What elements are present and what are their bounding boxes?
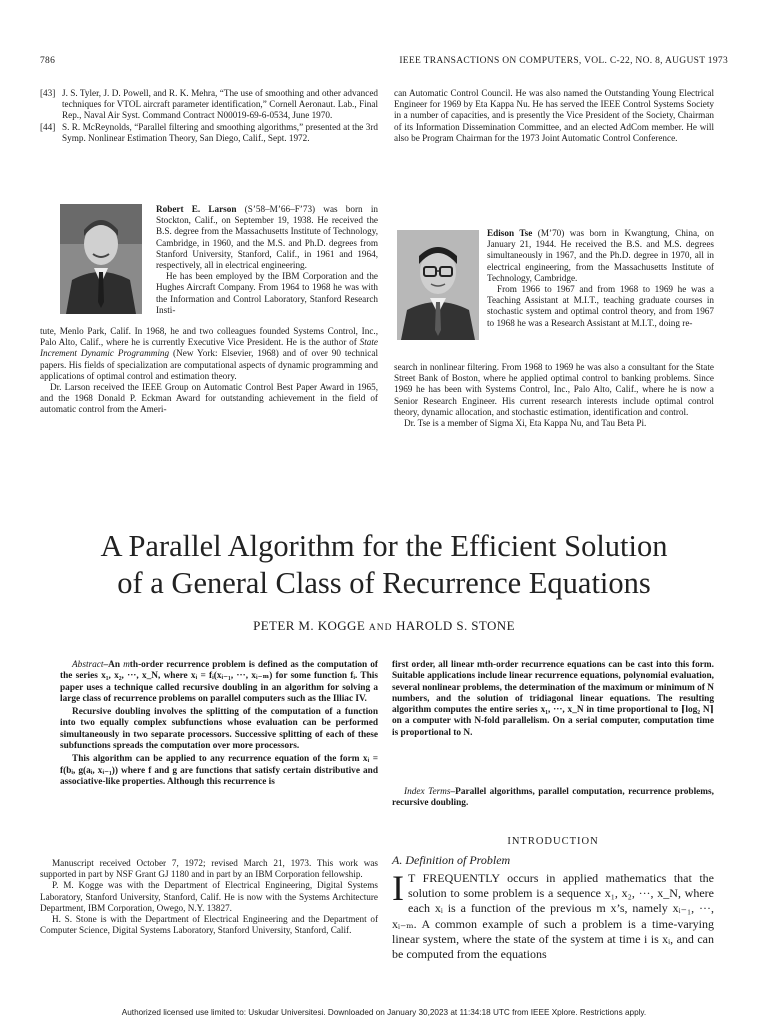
- reference-number: [43]: [40, 88, 56, 98]
- author-conjunction: AND: [368, 623, 393, 633]
- bio-continuation-text: can Automatic Control Council. He was also named the Outstanding Young Electrical Engineer for 1969 by Eta Kappa Nu. He has served the IEEE Control Systems Society in a number of capacities, and is presently the Vice President of the Society, Chairman of its Information Dissemination Committee, and an elected AdCom member. He will also be Program Chairman for the 1973 Joint Automatic Control Conference.: [394, 88, 714, 143]
- tse-photo: [397, 230, 479, 340]
- reference-43: [40, 88, 378, 122]
- introduction-text: [392, 868, 714, 962]
- author-kogge: PETER M. KOGGE: [253, 618, 366, 633]
- abstract-p3-cont: first order, all linear mth-order recurrence equations can be cast into this form. Suitable applications include linear recurrence equations, polynomial evaluation, several nonlinear problems, the determination of the maximum or minimum of N numbers, and the solution of tridiagonal linear equations. The resulting algorithm computes the entire series x₁, ···, x_N in time proportional to ⌈log₂ N⌉ on a computer with N-fold parallelism. On a serial computer, computation time is proportional to N.: [392, 660, 714, 738]
- paper-title-line2: of a General Class of Recurrence Equations: [117, 566, 651, 600]
- abstract-p1: [60, 660, 378, 705]
- abstract-dash: –An: [103, 660, 124, 670]
- footnote: [40, 858, 378, 936]
- abstract-right: [392, 660, 714, 741]
- larson-bio-p2b: [40, 326, 378, 382]
- larson-book-title: State Increment Dynamic Programming: [40, 337, 378, 359]
- larson-bio-beside: [156, 204, 378, 316]
- larson-bio-p3: Dr. Larson received the IEEE Group on Automatic Control Best Paper Award in 1965, and the 1968 Donald P. Eckman Award for outstanding achievement in the field of automatic control from the Ameri-: [40, 382, 378, 415]
- larson-photo: [60, 204, 142, 314]
- larson-bio-p2a: He has been employed by the IBM Corporation and the Hughes Aircraft Company. From 1964 to 1968 he was with the Information and Control Laboratory, Stanford Research Insti-: [156, 271, 378, 315]
- reference-number: [44]: [40, 121, 56, 132]
- abstract-left: [60, 660, 378, 790]
- footnote-kogge: P. M. Kogge was with the Department of Electrical Engineering, Digital Systems Laboratory, Stanford University, Stanford, Calif. He is now with the Systems Architecture Department, IBM Corporation, Owego, N.Y. 13827.: [40, 880, 378, 913]
- footnote-stone: H. S. Stone is with the Department of Electrical Engineering and the Department of Computer Science, Digital Systems Laboratory, Stanford University, Stanford, Calif.: [40, 914, 378, 936]
- author-stone: HAROLD S. STONE: [396, 618, 515, 633]
- reference-text: S. R. McReynolds, “Parallel filtering and smoothing algorithms,” presented at the 3rd Symp. Nonlinear Estimation Theory, San Diego, Calif., Sept. 1972.: [62, 121, 378, 143]
- index-terms-list: –Parallel algorithms, parallel computation, recurrence problems, recursive doubling.: [392, 787, 714, 809]
- abstract-p1-text: th-order recurrence problem is defined as the computation of the series x₁, x₂, ···, x_N, where xᵢ = fᵢ(xᵢ₋₁, ···, xᵢ₋ₘ) for some function fᵢ. This paper uses a technique called recursive doubling in an algorithm for solving a large class of recurrence problems on parallel computers such as the Illiac IV.: [60, 660, 378, 704]
- tse-name: Edison Tse: [487, 228, 533, 238]
- larson-name: Robert E. Larson: [156, 204, 237, 214]
- index-terms-label: Index Terms: [404, 787, 451, 797]
- tse-bio-p1: [487, 228, 714, 284]
- paper-title: [40, 528, 728, 602]
- tse-bio-p2a: From 1966 to 1967 and from 1968 to 1969 he was a Teaching Assistant at M.I.T., teaching graduate courses in stochastic system and optimal control theory, and from 1967 to 1968 he was a Research Assistant at M.I.T., doing re-: [487, 284, 714, 328]
- paper-title-line1: A Parallel Algorithm for the Efficient Solution: [100, 529, 668, 563]
- reference-text: J. S. Tyler, J. D. Powell, and R. K. Mehra, “The use of smoothing and other advanced techniques for VTOL aircraft parameter identification,” Cornell Aeronaut. Lab., Final Rep., Naval Air Syst. Command Contract N00019-69-6-0534, June 1970.: [62, 88, 378, 121]
- references: [40, 88, 378, 144]
- tse-bio-beside: [487, 228, 714, 329]
- license-footer: Authorized licensed use limited to: Uskudar Universitesi. Downloaded on January 30,2023 at 11:34:18 UTC from IEEE Xplore. Restrictions apply.: [121, 1008, 647, 1017]
- page-number: 786: [40, 56, 56, 66]
- larson-bio-p1: [156, 204, 378, 271]
- introduction-paragraph: T FREQUENTLY occurs in applied mathematics that the solution to some problem is a sequence x₁, x₂, ···, x_N, where each xᵢ is a function of the previous m x’s, namely xᵢ₋₁, ···, xᵢ₋ₘ. A common example of such a problem is a time-varying linear system, where the state of the system at time i is xᵢ, and can be computed from the equations: [392, 871, 714, 962]
- tse-bio-full: [394, 362, 714, 429]
- reference-44: [40, 122, 378, 144]
- larson-bio-intro: (S’58–M’66–F’73) was born in Stockton, Calif., on September 19, 1938. He received the B.S. degree from the Massachusetts Institute of Technology, Cambridge, in 1960, and the M.S. and Ph.D. degrees from Stanford University, Stanford, Calif., in 1961 and 1964, respectively, all in electrical engineering.: [156, 204, 378, 271]
- subsection-heading: A. Definition of Problem: [392, 853, 511, 867]
- abstract-m: m: [123, 660, 130, 670]
- portrait-image: [60, 204, 142, 314]
- section-heading: INTRODUCTION: [507, 836, 599, 847]
- abstract-label: Abstract: [72, 660, 104, 670]
- larson-bio-full: [40, 326, 378, 416]
- portrait-image: [397, 230, 479, 340]
- journal-header: IEEE TRANSACTIONS ON COMPUTERS, VOL. C-22, NO. 8, AUGUST 1973: [399, 56, 728, 66]
- index-terms-text: [392, 787, 714, 810]
- abstract-p3: This algorithm can be applied to any recurrence equation of the form xᵢ = f(bᵢ, g(aᵢ, xᵢ₋₁)) where f and g are functions that satisfy certain distributive and associative-like properties. Although this recurrence is: [60, 754, 378, 787]
- tse-bio-intro: (M’70) was born in Kwangtung, China, on January 21, 1944. He received the B.S. and M.S. degrees simultaneously in 1967, and the Ph.D. degree in 1970, all in electrical engineering, from the Massachusetts Institute of Technology, Cambridge.: [487, 228, 714, 283]
- paper-authors: [40, 618, 728, 634]
- abstract-p2: Recursive doubling involves the splitting of the computation of a function into two equally complex subfunctions whose evaluation can be performed simultaneously in two separate processors. Successive splitting of each of these subfunctions spreads the computation over more processors.: [60, 707, 378, 752]
- larson-bio-career: tute, Menlo Park, Calif. In 1968, he and two colleagues founded Systems Control, Inc., Palo Alto, Calif., where he is currently Executive Vice President. He is the author of: [40, 326, 378, 348]
- dropcap-letter: I: [392, 868, 404, 908]
- tse-bio-p2b: search in nonlinear filtering. From 1968 to 1969 he was also a consultant for the State Street Bank of Boston, where he applied optimal control to banking problems. Since 1969 he has been with Systems Control, Inc., Palo Alto, Calif., where he is now a Senior Research Engineer. His current research interests include optimal control theory, dynamic allocation, and stochastic estimation, identification and control.: [394, 362, 714, 417]
- tse-bio-p3: Dr. Tse is a member of Sigma Xi, Eta Kappa Nu, and Tau Beta Pi.: [404, 418, 647, 429]
- bio-continuation: [394, 88, 714, 144]
- footnote-received: Manuscript received October 7, 1972; revised March 21, 1973. This work was supported in part by NSF Grant GJ 1180 and in part by an IBM Corporation fellowship.: [40, 858, 378, 880]
- larson-bio-specialization: (New York: Elsevier, 1968) and of over 90 technical papers. His fields of specialization are computational aspects of dynamic programming and applications of optimal control and estimation theory.: [40, 348, 379, 381]
- index-terms: [392, 787, 714, 812]
